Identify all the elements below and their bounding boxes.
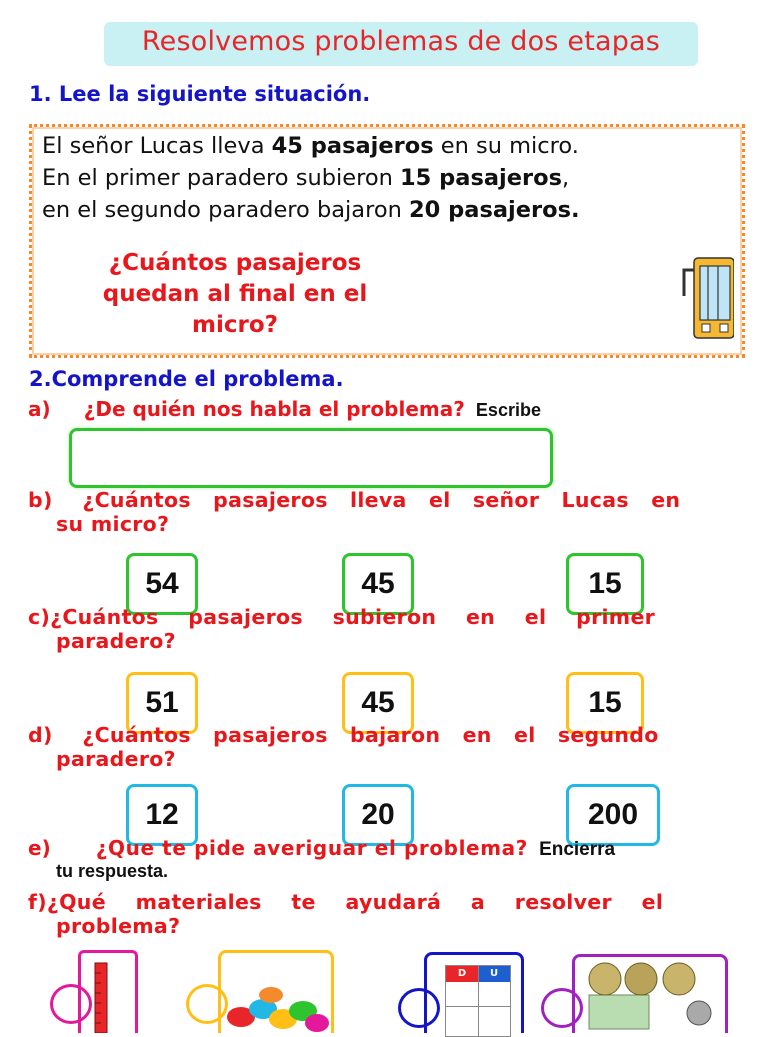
place-value-table [445, 965, 511, 1037]
option-b-3[interactable]: 15 [566, 553, 644, 615]
ruler-icon [81, 953, 135, 1033]
question-b: b) ¿Cuántos pasajeros lleva el señor Lucas en su micro? [28, 488, 681, 536]
option-b-2[interactable]: 45 [342, 553, 414, 615]
tens-header: D [446, 966, 478, 982]
question-e: e) ¿Que te pide averiguar el problema? Encierra tu respuesta. [28, 836, 616, 881]
bottle-caps-card [218, 950, 334, 1033]
option-c-2[interactable]: 45 [342, 672, 414, 734]
option-d-2[interactable]: 20 [342, 784, 414, 846]
money-card [572, 954, 728, 1033]
option-b-1[interactable]: 54 [126, 553, 198, 615]
option-c-1[interactable]: 51 [126, 672, 198, 734]
answer-input-a[interactable] [69, 428, 553, 488]
question-d: d) ¿Cuántos pasajeros bajaron en el segundo paradero? [28, 723, 659, 771]
bottle-caps-icon [221, 953, 331, 1033]
place-value-card [424, 952, 524, 1033]
section-2-heading: 2.Comprende el problema. [29, 367, 344, 391]
question-a: a) ¿De quién nos habla el problema? Escribe [28, 397, 541, 421]
story-text: El señor Lucas lleva 45 pasajeros en su micro. En el primer paradero subieron 15 pasajeros, en el segundo paradero bajaron 20 pasajeros. [42, 133, 580, 223]
ruler-card [78, 950, 138, 1033]
question-c: c)¿Cuántos pasajeros subieron en el primer paradero? [28, 605, 656, 653]
page-title: Resolvemos problemas de dos etapas [141, 26, 661, 57]
coins-bills-icon [575, 957, 725, 1033]
main-question: ¿Cuántos pasajeros quedan al final en el micro? [102, 250, 368, 338]
option-d-1[interactable]: 12 [126, 784, 198, 846]
question-f: f)¿Qué materiales te ayudará a resolver el problema? [28, 890, 664, 938]
units-header: U [478, 966, 510, 982]
bus-icon [680, 256, 734, 340]
option-d-3[interactable]: 200 [566, 784, 660, 846]
option-c-3[interactable]: 15 [566, 672, 644, 734]
section-1-heading: 1. Lee la siguiente situación. [29, 82, 371, 106]
